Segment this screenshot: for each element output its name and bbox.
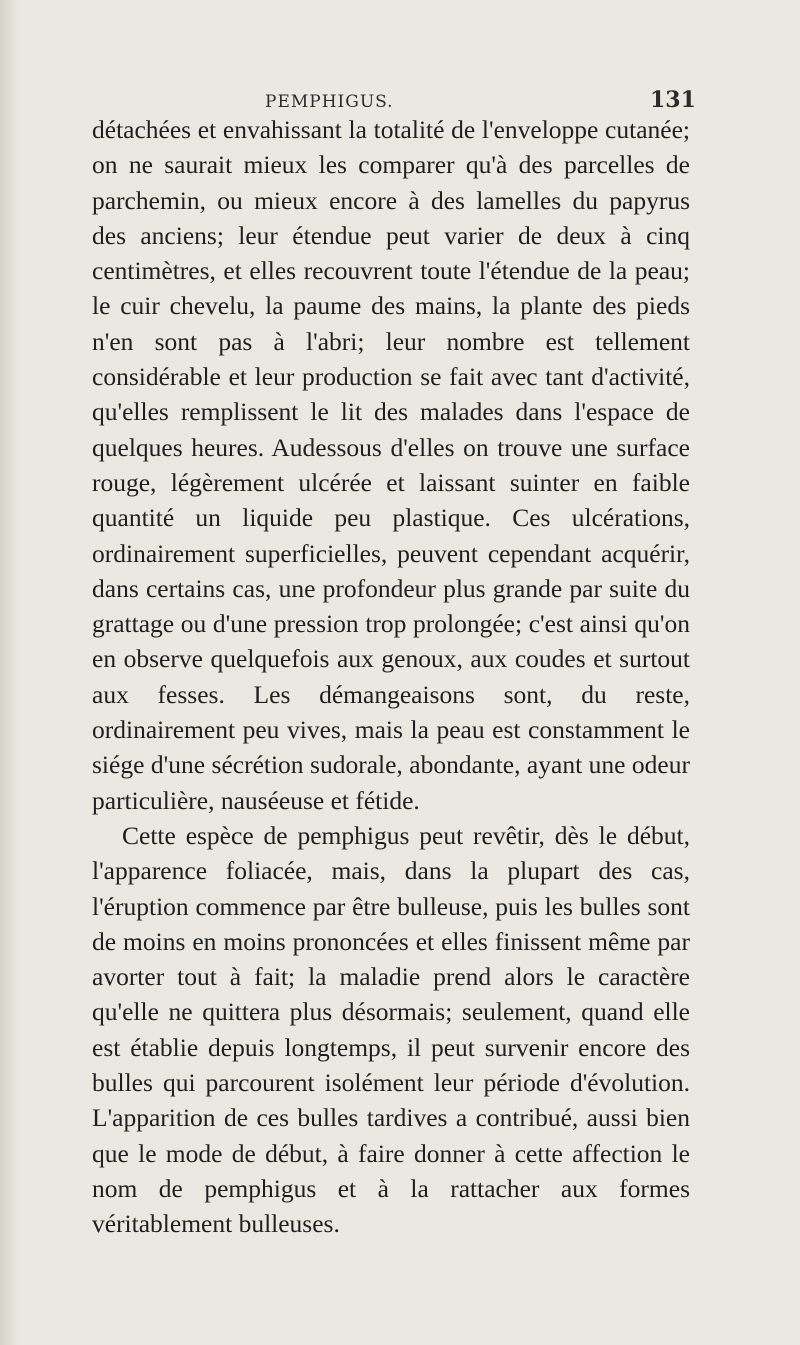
page-gutter-shadow — [0, 0, 18, 1345]
page-number: 131 — [650, 87, 696, 113]
paragraph: détachées et envahissant la totalité de l'enveloppe cutanée; on ne saurait mieux les comparer qu'à des parcelles de parchemin, ou mieux encore à des lamelles du papyrus des anciens; leur étendue peut varier de deux à cinq centimètres, et elles recouvrent toute l'étendue de la peau; le cuir chevelu, la paume des mains, la plante des pieds n'en sont pas à l'abri; leur nombre est tellement considérable et leur production se fait avec tant d'activité, qu'elles remplissent le lit des malades dans l'espace de quelques heures. Audessous d'elles on trouve une surface rouge, légèrement ulcérée et laissant suinter en faible quantité un liquide peu plastique. Ces ulcérations, ordinairement superficielles, peuvent cependant acquérir, dans certains cas, une profondeur plus grande par suite du grattage ou d'une pression trop prolongée; c'est ainsi qu'on en observe quelquefois aux genoux, aux coudes et surtout aux fesses. Les démangeaisons sont, du reste, ordinairement peu vives, mais la peau est constamment le siége d'une sécrétion sudorale, abondante, ayant une odeur particulière, nauséeuse et fétide. — [92, 115, 690, 815]
running-title: PEMPHIGUS. — [265, 92, 394, 112]
body-text — [92, 112, 690, 1242]
paragraph: Cette espèce de pemphigus peut revêtir, dès le début, l'apparence foliacée, mais, dans la plupart des cas, l'éruption commence par être bulleuse, puis les bulles sont de moins en moins prononcées et elles finissent même par avorter tout à fait; la maladie prend alors le caractère qu'elle ne quittera plus désormais; seulement, quand elle est établie depuis longtemps, il peut survenir encore des bulles qui parcourent isolément leur période d'évolution. L'apparition de ces bulles tardives a contribué, aussi bien que le mode de début, à faire donner à cette affection le nom de pemphigus et à la rattacher aux formes véritablement bulleuses. — [92, 820, 690, 1239]
